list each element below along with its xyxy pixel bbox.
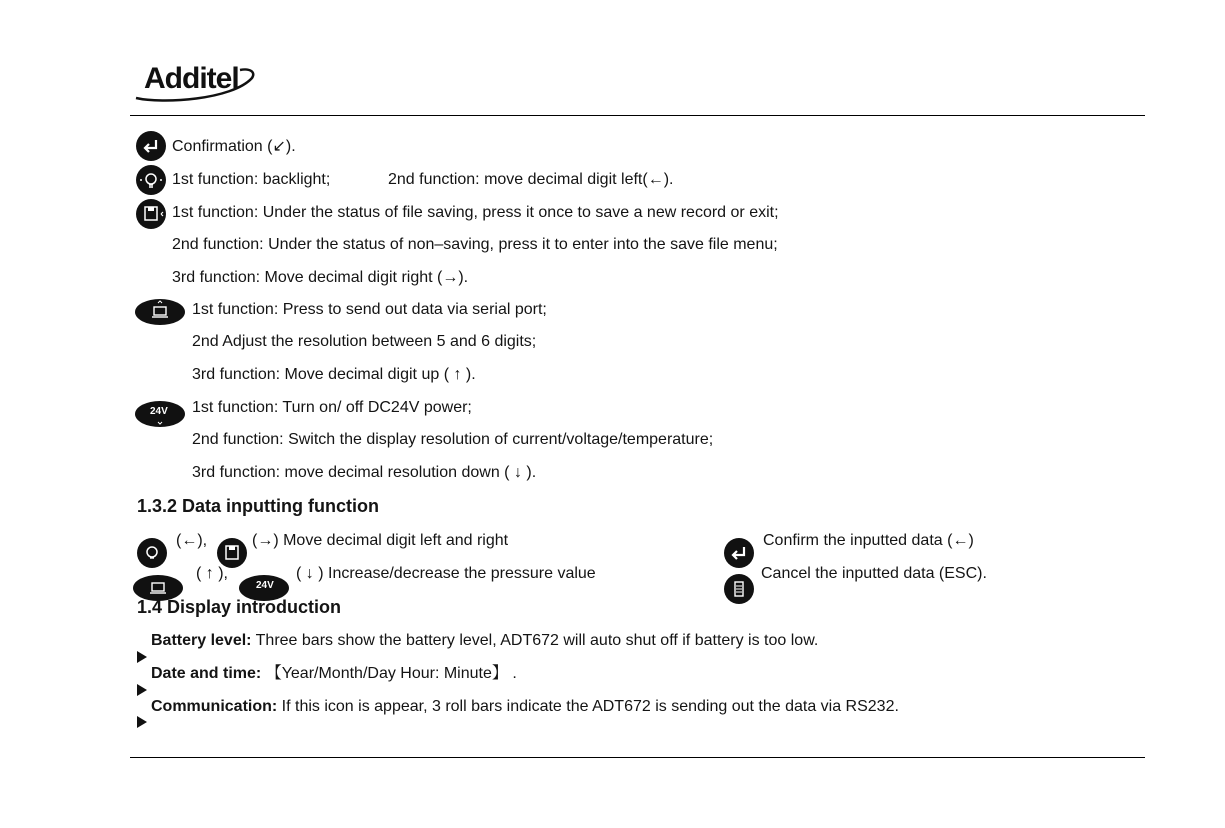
save-key-icon: [136, 199, 166, 229]
section-heading: 1.4 Display introduction: [137, 597, 342, 617]
additel-logo: [132, 60, 262, 111]
backlight-key-icon: [136, 165, 166, 195]
backlight-key-icon: [137, 538, 167, 568]
input-text: ( ↓ ) Increase/decrease the pressure value: [296, 565, 596, 582]
input-text: Confirm the inputted data (←): [763, 532, 974, 549]
display-item: [151, 631, 818, 651]
key-line: 2nd Adjust the resolution between 5 and 6 digits;: [192, 333, 537, 350]
display-item-text: Three bars show the battery level, ADT672 will auto shut off if battery is too low.: [251, 632, 819, 649]
key-line: 2nd function: move decimal digit left(←).: [388, 171, 674, 188]
input-text: (→) Move decimal digit left and right: [252, 532, 509, 549]
key-line: Confirmation (↙).: [172, 138, 296, 155]
input-text: (←),: [176, 532, 208, 549]
display-item-label: Communication:: [151, 698, 278, 715]
enter-key-icon: [724, 538, 754, 568]
key-line: 3rd function: move decimal resolution down ( ↓ ).: [192, 464, 537, 481]
key-line: 2nd function: Switch the display resolution of current/voltage/temperature;: [192, 431, 714, 448]
display-item-label: Battery level:: [151, 632, 252, 649]
input-text: Cancel the inputted data (ESC).: [761, 565, 987, 582]
power-24v-label: 24V: [150, 406, 168, 417]
key-line: 1st function: Turn on/ off DC24V power;: [192, 399, 472, 416]
key-line: 2nd function: Under the status of non–saving, press it to enter into the save file menu;: [172, 236, 778, 253]
key-line: 1st function: Under the status of file saving, press it once to save a new record or exit;: [172, 204, 779, 221]
serial-key-icon: [134, 298, 186, 326]
bullet-icon: [137, 684, 147, 696]
esc-key-icon: [724, 574, 754, 604]
header-divider: [130, 115, 1145, 116]
display-item: [151, 697, 899, 717]
enter-key-icon: [136, 131, 166, 161]
section-heading: 1.3.2 Data inputting function: [137, 496, 379, 516]
bullet-icon: [137, 651, 147, 663]
power-24v-label: 24V: [256, 580, 274, 591]
key-line: 3rd function: Move decimal digit right (→).: [172, 269, 469, 286]
display-item: [151, 664, 517, 684]
key-line: 1st function: Press to send out data via serial port;: [192, 301, 547, 318]
key-line: 3rd function: Move decimal digit up ( ↑ ).: [192, 366, 476, 383]
footer-divider: [130, 757, 1145, 758]
display-item-text: If this icon is appear, 3 roll bars indicate the ADT672 is sending out the data via RS232.: [277, 698, 899, 715]
key-line: [172, 170, 330, 190]
logo-text: Additel: [144, 62, 239, 95]
display-item-label: Date and time:: [151, 665, 262, 682]
display-item-text: 【Year/Month/Day Hour: Minute】 .: [261, 665, 517, 682]
input-text: ( ↑ ),: [196, 565, 228, 582]
power-24v-key-icon: [134, 400, 186, 428]
key-line-part: 1st function: backlight;: [172, 171, 331, 188]
bullet-icon: [137, 716, 147, 728]
